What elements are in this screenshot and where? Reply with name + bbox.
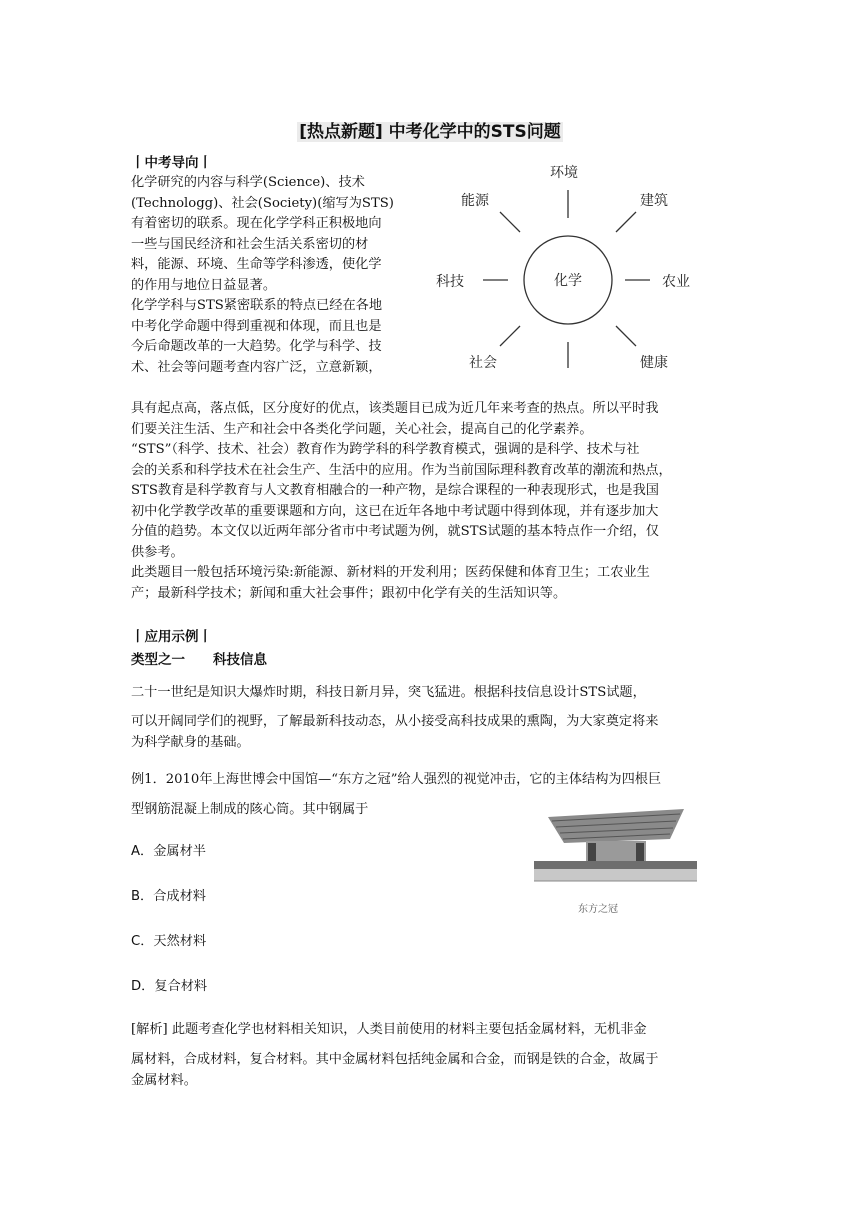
- section-heading-guidance: 丨中考导向丨: [131, 155, 212, 171]
- image-caption: 东方之冠: [578, 904, 618, 915]
- text-line: (Technologg)、社会(Society)(缩写为STS): [131, 195, 394, 211]
- text-line: 金属材料。: [131, 1073, 197, 1088]
- text-line: 今后命题改革的一大趋势。化学与科学、技: [131, 339, 382, 354]
- text-line: “STS”（科学、技术、社会）教育作为跨学科的科学教育模式，强调的是科学、技术与社: [131, 442, 640, 457]
- text-line: 化学研究的内容与科学(Science)、技术: [131, 175, 365, 190]
- spoke-line: [500, 326, 520, 346]
- center-label: 化学: [554, 273, 582, 289]
- spoke-line: [500, 212, 520, 232]
- text-line: 料，能源、环境、生命等学科渗透，使化学: [131, 257, 382, 272]
- text-line: STS教育是科学教育与人文教育相融合的一种产物，是综合课程的一种表现形式，也是我国: [131, 483, 659, 498]
- text-line: 有着密切的联系。现在化学学科正积极地向: [131, 216, 382, 231]
- text-line: 例1．2010年上海世博会中国馆—“东方之冠”给人强烈的视觉冲击，它的主体结构为四根巨: [131, 772, 662, 787]
- sts-diagram: [428, 156, 718, 380]
- text-line: 中考化学命题中得到重视和体现，而且也是: [131, 318, 382, 334]
- type-paragraph: [131, 683, 731, 753]
- text-line: 产；最新科学技术；新闻和重大社会事件；跟初中化学有关的生活知识等。: [131, 585, 567, 601]
- type-title: 科技信息: [213, 652, 267, 668]
- text-line: 分值的趋势。本文仅以近两年部分省市中考试题为例，就STS试题的基本特点作一介绍，仅: [131, 524, 659, 539]
- label-architecture: 建筑: [640, 193, 668, 209]
- option-b: B．合成材料: [131, 889, 206, 904]
- option-d: D．复合材料: [131, 979, 208, 994]
- text-line: 可以开阔同学们的视野，了解最新科技动态，从小接受高科技成果的熏陶，为大家奠定将来: [131, 714, 659, 729]
- text-line: 化学学科与STS紧密联系的特点已经在各地: [131, 298, 383, 313]
- text-line: 型钢筋混凝上制成的陔心筒。其中钢属于: [131, 802, 369, 817]
- spoke-line: [616, 212, 636, 232]
- text-line: 初中化学教学改革的重要课题和方向，这已在近年各地中考试题中得到体现，并有逐步加大: [131, 503, 659, 519]
- text-line: 的作用与地位日益显著。: [131, 277, 277, 293]
- text-line: 为科学献身的基础。: [131, 735, 250, 750]
- label-technology: 科技: [436, 274, 464, 290]
- label-energy: 能源: [461, 193, 489, 209]
- type-label: 类型之一: [131, 652, 185, 668]
- text-line: 一些与国民经济和社会生活关系密切的材: [131, 236, 369, 252]
- option-a: A．金属材半: [131, 844, 206, 859]
- label-environment: 环境: [550, 165, 578, 181]
- text-line: 会的关系和科学技术在社会生产、生活中的应用。作为当前国际理科教育改革的潮流和热点，: [131, 462, 672, 478]
- text-line: 术、社会等问题考查内容广泛，立意新颖，: [131, 359, 382, 375]
- text-line: 二十一世纪是知识大爆炸时期，科技日新月异，突飞猛进。根据科技信息设计STS试题，: [131, 685, 646, 700]
- intro-paragraph: [131, 173, 421, 378]
- text-line: 具有起点高，落点低，区分度好的优点，该类题目已成为近几年来考查的热点。所以平时我: [131, 401, 659, 416]
- china-pavilion-image: [534, 803, 697, 893]
- spoke-line: [616, 326, 636, 346]
- label-health: 健康: [640, 355, 668, 371]
- body-paragraph: [131, 399, 731, 604]
- text-line: 供参考。: [131, 544, 184, 560]
- text-line: 们要关注生活、生产和社会中各类化学问题，关心社会，提高自己的化学素养。: [131, 421, 593, 437]
- section-heading-examples: 丨应用示例丨: [131, 629, 212, 645]
- analysis-paragraph: [131, 1020, 731, 1091]
- text-line: 此类题目一般包括环境污染:新能源、新材料的开发利用；医药保健和体育卫生；工农业生: [131, 565, 650, 580]
- text-line: 属材料，合成材料，复合材料。其中金属材料包括纯金属和合金，而钢是铁的合金，故属于: [131, 1052, 659, 1067]
- text-line: [解析] 此题考查化学也材料相关知识，人类目前使用的材料主要包括金属材料，无机非金: [131, 1022, 647, 1037]
- label-agriculture: 农业: [662, 274, 690, 290]
- label-society: 社会: [469, 355, 497, 371]
- option-c: C．天然材料: [131, 934, 207, 949]
- page-title: [热点新题] 中考化学中的STS问题: [299, 122, 561, 142]
